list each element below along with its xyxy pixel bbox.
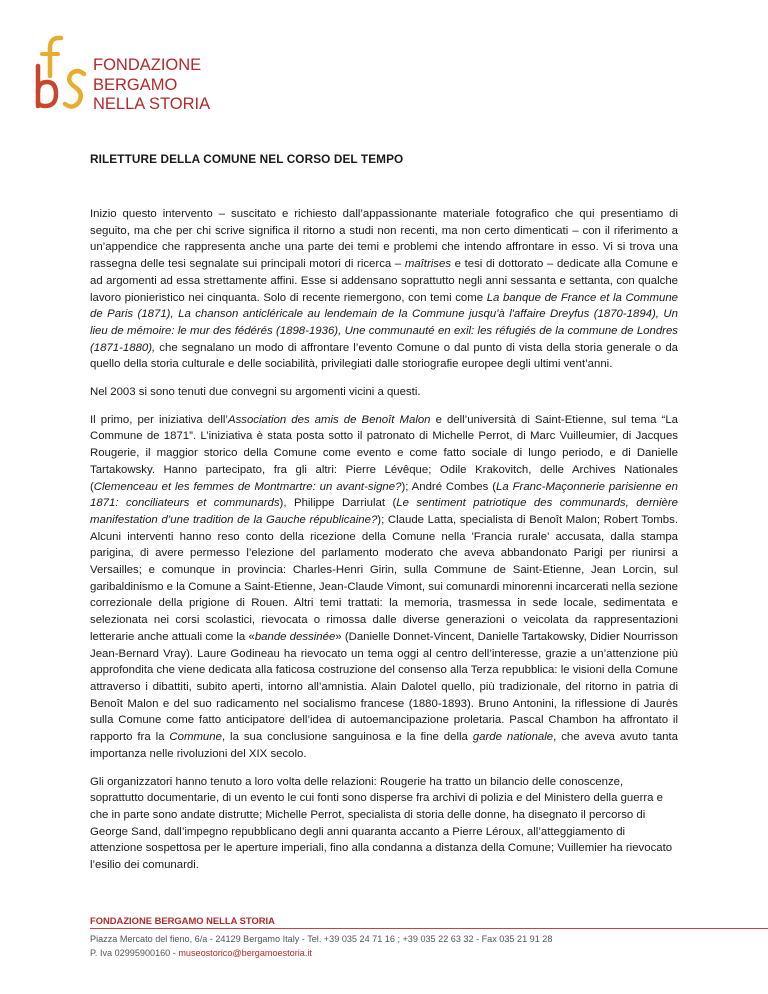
p3-text-8: , che aveva avuto tanta importanza nelle rivoluzioni del XIX secolo. xyxy=(90,731,678,760)
document-title: RILETTURE DELLA COMUNE NEL CORSO DEL TEMPO xyxy=(90,152,404,166)
footer-org-name: FONDAZIONE BERGAMO NELLA STORIA xyxy=(90,915,275,926)
org-name-line-1: FONDAZIONE xyxy=(93,56,202,74)
p3-text-4: ), Philippe Darriulat ( xyxy=(279,497,397,510)
footer-email-link[interactable]: museostorico@bergamoestoria.it xyxy=(178,948,312,958)
footer-vat: P. Iva 02995900160 - xyxy=(90,948,179,958)
p3-text-5: ); Claude Latta, specialista di Benoît Malon; Robert Tombs. Alcuni interventi hanno reso conto della ricezione della Comune nella 'Francia rurale' accusata, dalla stampa parigina, di avere permesso l’elezione del parlamento moderato che aveva abbandonato Parigi per riunirsi a Versailles; e comunque in provincia: Charles-Henri Girin, sulla Commune de Saint-Etienne, Jean Lorcin, sul garibaldinismo e la Comune a Saint-Etienne, Jean-Claude Vimont, sui comunardi minorenni incarcerati nella sezione correzionale della prigione di Rouen. Altri temi trattati: la memoria, trasmessa in sede locale, sedimentata e selezionata nei corsi scolastici, rievocata o rimossa dalle diverse generazioni o veicolata da rappresentazioni letterarie anche attuali come la « xyxy=(90,513,678,643)
paragraph-2: Nel 2003 si sono tenuti due convegni su argomenti vicini a questi. xyxy=(90,386,421,399)
p1-text-1: Inizio questo intervento – suscitato e richiesto dall’appassionante materiale fotografico che qui presentiamo di seguito, ma che per chi scrive significa il ritorno a studi non recenti, ma non certo dimenticati – con il riferimento a un’appendice che rappresenta anche una parte dei temi e problemi che intendo affrontare in esso. Vi si trova una rassegna delle tesi segnalate sui principali motori di ricerca – xyxy=(90,208,678,271)
p1-italic-2: La banque de France et la Commune de Paris (1871), La chanson anticléricale au lendemain de la Commune jusqu'à l'affaire Dreyfus (1870-1894), Un lieu de mémoire: le mur des fédérés (1898-1936), Une communauté en exil: les réfugiés de la commune de Londres (1871-1880), xyxy=(90,291,679,354)
org-name-line-3: NELLA STORIA xyxy=(93,95,211,113)
footer-vat-line xyxy=(90,948,312,958)
p3-italic-6: Commune xyxy=(169,731,222,744)
p3-italic-3: La Franc-Maçonnerie parisienne en 1871: conciliateurs et communards xyxy=(90,480,678,510)
p3-italic-5: bande dessinée xyxy=(254,630,336,643)
p3-italic-4: Le sentiment patriotique des communards, dernière manifestation d’une tradition de la Gauche républicaine? xyxy=(90,497,678,526)
p3-text-1: Il primo, per iniziativa dell’ xyxy=(90,413,228,426)
org-name-line-2: BERGAMO xyxy=(93,75,178,94)
footer-address: Piazza Mercato del fieno, 6/a - 24129 Bergamo Italy - Tel. +39 035 24 71 16 ; +39 035 22 63 32 - Fax 035 21 91 28 xyxy=(90,934,553,944)
org-name xyxy=(93,56,210,115)
p3-italic-2: Clemenceau et les femmes de Montmartre: un avant-signe? xyxy=(93,480,402,493)
p3-italic-7: garde nationale xyxy=(472,731,554,744)
p1-text-2: e tesi di dottorato – dedicate alla Comune e ad argomenti ad essa strettamente affini. Esse si addensano soprattutto negli anni sessanta e settanta, con qualche lavoro pionieristico nei cinquanta. Solo di recente riemergono, con temi come xyxy=(90,258,679,304)
p3-text-7: , la sua conclusione sanguinosa e la fine della xyxy=(221,731,473,744)
p3-text-6: » (Danielle Donnet-Vincent, Danielle Tartakowsky, Didier Nourrisson Jean-Bernard Vray). Laure Godineau ha rievocato un tema oggi al centro dell’interesse, grazie a un’attenzione più approfondita che viene dedicata alla faticosa costruzione del consenso alla Terza repubblica: le visioni della Comune attraverso i dibattiti, subito aperti, intorno all’amnistia. Alain Dalotel quello, più tradizionale, del ritorno in patria di Benoît Malon e del suo radicamento nel socialismo francese (1880-1893). Bruno Antonini, la riflessione di Jaurès sulla Comune come fatto anticipatore dell’idea di autoemancipazione proletaria. Pascal Chambon ha affrontato il rapporto fra la xyxy=(90,630,679,744)
p1-text-3: che segnalano un modo di affrontare l’evento Comune o dal punto di vista della storia generale o da quello della storia culturale e delle sociabilità, privilegiati dalle storiografie europee degli ultimi vent’anni. xyxy=(90,341,678,371)
footer-divider xyxy=(90,928,768,929)
paragraph-4: Gli organizzatori hanno tenuto a loro volta delle relazioni: Rougerie ha tratto un bilancio delle conoscenze, soprattutto documentarie, di un evento le cui fonti sono disperse fra archivi di polizia e del Ministero della guerra e che in parte sono andate distrutte; Michelle Perrot, specialista di storia delle donne, ha disegnato il percorso di George Sand, dall’impegno repubblicano degli anni quaranta accanto a Pierre Léroux, all’atteggiamento di attenzione sospettosa per le aperture imperiali, fino alla condanna a distanza della Comune; Vuillemier ha rievocato l’esilio dei comunardi. xyxy=(90,775,673,872)
fbs-logo xyxy=(30,32,90,116)
p3-text-3: ); André Combes ( xyxy=(401,480,497,493)
paragraph-1 xyxy=(90,206,678,373)
p3-text-2: e dell’università di Saint-Etienne, sul tema “La Commune de 1871”. L’iniziativa è stata posta sotto il patronato di Michelle Perrot, di Marc Vuilleumier, di Jacques Rougerie, il maggior storico della Comune come evento e come fatto sociale di lungo periodo, e di Danielle Tartakowsky. Hanno partecipato, fra gli altri: Pierre Lévêque; Odile Krakovitch, delle Archives Nationales ( xyxy=(90,413,678,493)
p3-italic-1: Association des amis de Benoît Malon xyxy=(227,413,431,426)
paragraph-3 xyxy=(90,412,678,763)
p1-italic-1: maîtrises xyxy=(404,258,452,271)
document-body xyxy=(90,206,678,885)
